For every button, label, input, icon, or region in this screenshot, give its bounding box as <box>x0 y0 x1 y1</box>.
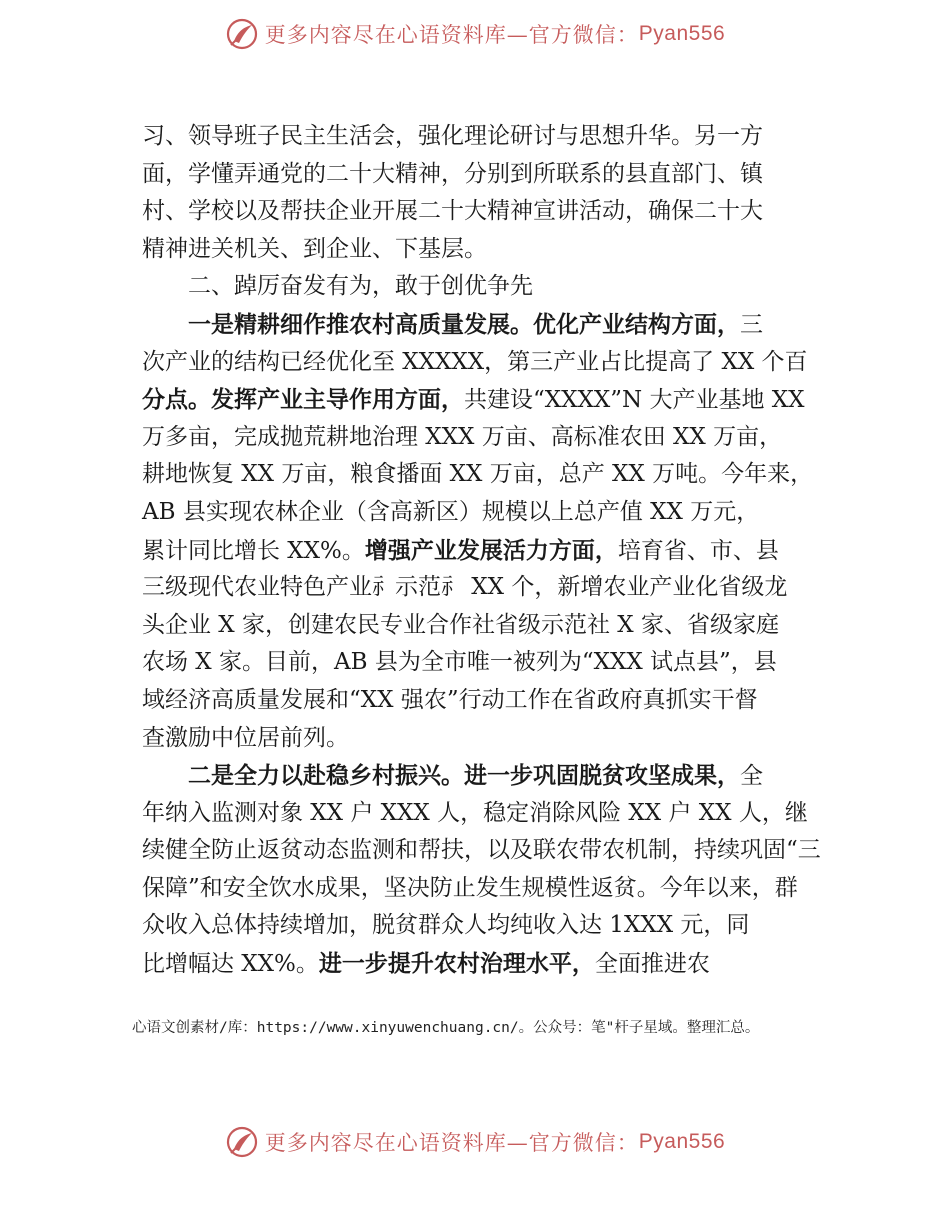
banner-wechat-id: Pyan556 <box>638 22 726 45</box>
section-heading: 二、踔厉奋发有为，敢于创优争先 <box>188 273 533 300</box>
text-run: 共建设“XXXX”N 大产业基地 XX <box>464 387 805 414</box>
document-body <box>142 118 832 983</box>
text-run: 比增幅达 XX%。 <box>142 951 319 978</box>
header-banner <box>0 14 950 54</box>
paragraph-line: 三级现代农业特色产业⺬示范⺬ XX 个，新增农业产业化省级龙 <box>142 574 788 601</box>
footer-note: 心语文创素材/库：https://www.xinyuwenchuang.cn/。公众号：笔"杆子星域。整理汇总。 <box>132 1020 760 1036</box>
logo-icon <box>225 1125 259 1159</box>
paragraph-line: 精神进关机关、到企业、下基层。 <box>142 235 487 262</box>
text-run: 三 <box>740 311 763 338</box>
text-run: 全面推进农 <box>594 951 710 978</box>
paragraph-line: 查激励中位居前列。 <box>142 724 349 751</box>
paragraph-line: 续健全防止返贫动态监测和帮扶，以及联农带农机制，持续巩固“三 <box>142 837 821 864</box>
logo-icon <box>225 17 259 51</box>
paragraph-line: 域经济高质量发展和“XX 强农”行动工作在省政府真抓实干督 <box>142 686 758 713</box>
footer-banner <box>0 1122 950 1162</box>
paragraph-line: 村、学校以及帮扶企业开展二十大精神宣讲活动，确保二十大 <box>142 198 763 225</box>
paragraph-line <box>142 381 832 419</box>
paragraph-line: 年纳入监测对象 XX 户 XXX 人，稳定消除风险 XX 户 XX 人，继 <box>142 799 808 826</box>
bold-lead: 一是精耕细作推农村高质量发展。优化产业结构方面， <box>188 310 740 338</box>
text-run: 累计同比增长 XX%。 <box>142 537 365 564</box>
paragraph-line: 耕地恢复 XX 万亩，粮食播面 XX 万亩，总产 XX 万吨。今年来， <box>142 461 814 488</box>
paragraph-line: 次产业的结构已经优化至 XXXXX，第三产业占比提高了 XX 个百 <box>142 348 808 375</box>
paragraph-line <box>142 757 832 795</box>
paragraph-line: AB 县实现农林企业（含高新区）规模以上总产值 XX 万元， <box>142 498 760 525</box>
paragraph-line <box>142 306 832 344</box>
banner-wechat-id: Pyan556 <box>638 1130 726 1153</box>
banner-text: 更多内容尽在心语资料库—官方微信： <box>264 1131 639 1155</box>
paragraph-line: 保障”和安全饮水成果，坚决防止发生规模性返贫。今年以来，群 <box>142 874 798 901</box>
text-run: 培育省、市、县 <box>617 537 779 564</box>
paragraph-line: 面，学懂弄通党的二十大精神，分别到所联系的县直部门、镇 <box>142 160 763 187</box>
paragraph-line: 农场 X 家。目前，AB 县为全市唯一被列为“XXX 试点县”，县 <box>142 649 777 676</box>
paragraph-line: 头企业 X 家，创建农民专业合作社省级示范社 X 家、省级家庭 <box>142 611 779 638</box>
paragraph-line: 众收入总体持续增加，脱贫群众人均纯收入达 1XXX 元，同 <box>142 912 750 939</box>
bold-lead: 进一步提升农村治理水平， <box>318 950 595 978</box>
bold-lead: 二是全力以赴稳乡村振兴。进一步巩固脱贫攻坚成果， <box>188 762 740 790</box>
paragraph-line <box>142 945 832 983</box>
paragraph-line <box>142 532 832 570</box>
banner-text: 更多内容尽在心语资料库—官方微信： <box>264 23 639 47</box>
paragraph-line: 习、领导班子民主生活会，强化理论研讨与思想升华。另一方 <box>142 123 763 149</box>
text-run: 全 <box>740 763 763 790</box>
bold-lead: 分点。发挥产业主导作用方面， <box>142 386 464 414</box>
bold-lead: 增强产业发展活力方面， <box>364 536 618 564</box>
paragraph-line: 万多亩，完成抛荒耕地治理 XXX 万亩、高标准农田 XX 万亩， <box>142 423 783 450</box>
